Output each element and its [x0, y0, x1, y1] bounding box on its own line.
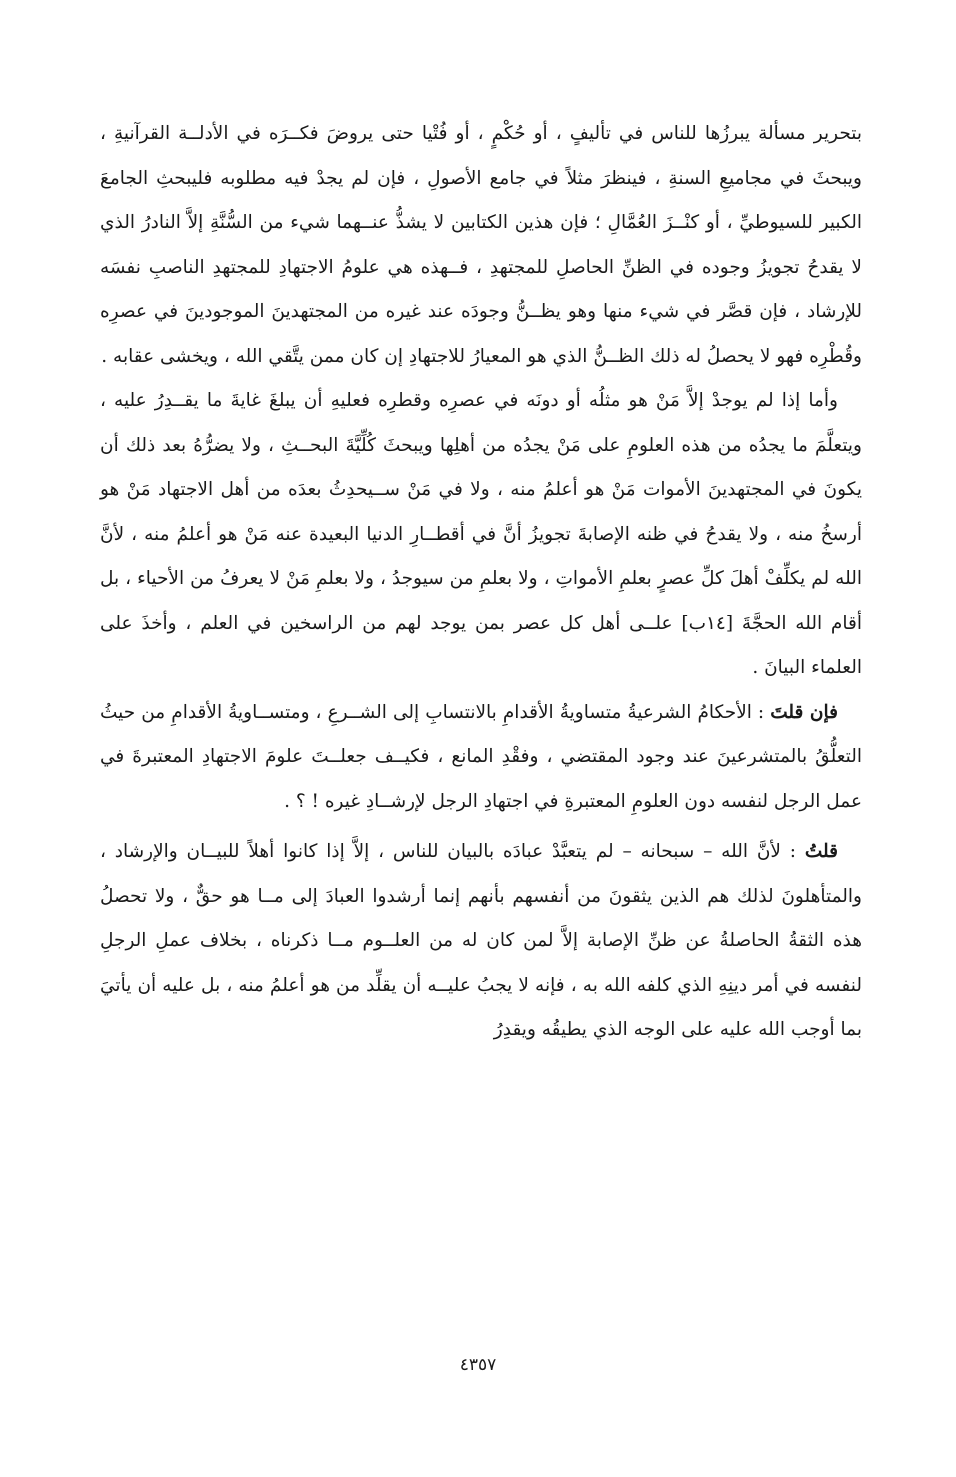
paragraph-3-lead: فإن قلتَ — [770, 701, 838, 723]
paragraph-1-text: بتحرير مسألة يبرزُها للناس في تأليفٍ ، أو حُكْمٍ ، أو فُتْيا حتى يروضَ فكــرَه في الأدلــة القرآنيةِ ، ويبحثَ في مجاميعِ السنةِ ، فينظرَ مثلاً في جامع الأصولِ ، فإن لم يجدْ فيه مطلوبه فليبحثِ الجامعَ الكبير للسيوطيِّ ، أو كنْــزَ العُمَّالِ ؛ فإن هذين الكتابين لا يشذُّ عنــهما شيء من السُّنَّةِ إلاَّ النادرُ الذي لا يقدحُ تجويزُ وجوده في الظنِّ الحاصلِ للمجتهدِ ، فــهذه هي علومُ الاجتهادِ للمجتهدِ الناصبِ نفسَه للإرشاد ، فإن قصَّر في شيء منها وهو يظــنُّ وجودَه عند غيره من المجتهدينَ الموجودينَ في عصرِه وقُطْرِه فهو لا يحصلُ له ذلك الظــنُّ الذي هو المعيارُ للاجتهادِ إن كان ممن يتَّقي الله ، ويخشى عقابه . — [100, 123, 862, 367]
paragraph-3 — [100, 691, 862, 825]
paragraph-1 — [100, 112, 862, 379]
page-number: ٤٣٥٧ — [459, 1355, 497, 1375]
paragraph-2 — [100, 379, 862, 691]
paragraph-4-text: : لأنَّ الله – سبحانه – لم يتعبَّدْ عبادَه بالبيان للناس ، إلاَّ إذا كانوا أهلاً للبيــان والإرشاد ، والمتأهلونَ لذلك هم الذين يثقونَ من أنفسهم بأنهم إنما أرشدوا العبادَ إلى مــا هو حقٌّ ، ولا تحصلُ هذه الثقةُ الحاصلةُ عن ظنِّ الإصابة إلاَّ لمن كان له من العلــوم مــا ذكرناه ، بخلاف عملِ الرجلِ لنفسه في أمر دينِهِ الذي كلفه الله به ، فإنه لا يجبُ عليــه أن يقلِّد من هو أعلمُ منه ، بل عليه أن يأتيَ بما أوجب الله عليه على الوجه الذي يطيقُه ويقدِرُ — [100, 841, 862, 1040]
body-text — [100, 112, 862, 1053]
paragraph-3-text: : الأحكامُ الشرعيةُ متساويةُ الأقدامِ بالانتسابِ إلى الشــرعِ ، ومتســاويةُ الأقدامِ من حيثُ التعلُّقُ بالمتشرعينَ عند وجود المقتضي ، وفقْدِ المانع ، فكيــف جعلــتَ علومَ الاجتهادِ المعتبرةَ في عمل الرجل لنفسه دون العلومِ المعتبرةِ في اجتهادِ الرجل لإرشــادِ غيره ! ؟ . — [100, 701, 862, 812]
paragraph-4 — [100, 830, 862, 1053]
paragraph-2-text: وأما إذا لم يوجدْ إلاَّ مَنْ هو مثلُه أو دونَه في عصرِه وقطرِه فعليهِ أن يبلغَ غايةَ ما يقــدِرُ عليه ، ويتعلَّمَ ما يجدُه من هذه العلومِ على مَنْ يجدُه من أهلِها ويبحثَ كُلِّيَّةَ البحــثِ ، ولا يضرُّهُ بعد ذلك أن يكونَ في المجتهدينَ الأموات مَنْ هو أعلمُ منه ، ولا في مَنْ ســيحدِثُ بعدَه من أهل الاجتهاد مَنْ هو أرسخُ منه ، ولا يقدحُ في ظنه الإصابةَ تجويزُ أنَّ في أقطــارِ الدنيا البعيدة عنه مَنْ هو أعلمُ منه ، لأنَّ الله لم يكلِّفْ أهلَ كلِّ عصرٍ بعلمِ الأمواتِ ، ولا بعلمِ من سيوجدُ ، ولا بعلمِ مَنْ لا يعرفُ من الأحياء ، بل أقام الله الحجَّةَ [١٤ب] علــى أهل كل عصر بمن يوجد لهم من الراسخين في العلم ، وأخذَ على العلماء البيانَ . — [100, 390, 862, 678]
paragraph-4-lead: قلتُ — [804, 841, 838, 862]
